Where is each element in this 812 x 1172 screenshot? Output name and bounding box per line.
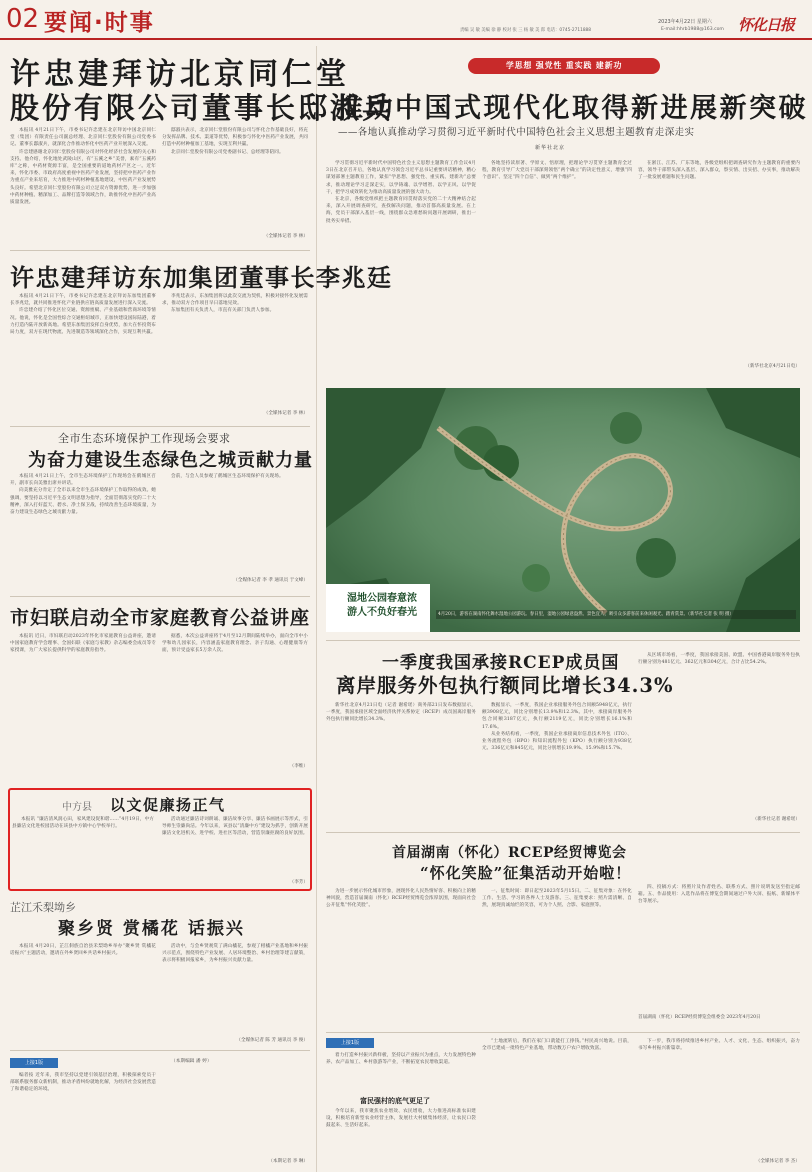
article-a5-col2: 活动通过廉洁诗词朗诵、廉洁故事分享、廉洁书画展示等形式，引导师生崇廉尚洁。今年以来，该县以“清廉中方”建设为抓手，创新开展廉洁文化进机关、进学校、进社区等活动，营造崇廉拒腐的良好氛围。 bbox=[162, 817, 308, 837]
main-col1: 学习贯彻习近平新时代中国特色社会主义思想主题教育工作会议4月3日在北京召开后，各地认真学习领会习近平总书记重要讲话精神，精心谋划部署主题教育工作，紧扣“学思想、强党性、重实践、建新功”总要求，推动理论学习走深走实，以学铸魂、以学增智、以学正风、以学促干，把学习成效转化为推动高质量发展的强大动力。 在北京，各级党组织把主题教育同贯彻落实党的二十大精神结合起来，深入开展调查研究，查找解决问题，推动首都高质量发展。在上海，党员干部深入基层一线，围绕群众急难愁盼问题开展调研，推出一批务实举措。 bbox=[326, 161, 476, 224]
main-signature: （新华社北京4月21日电） bbox=[745, 364, 800, 369]
bottom-col2: “土地流转后，我们在家门口就能打工挣钱。”村民高兴地说。目前，全市已建成一批特色产业基地，带动数万户农户增收致富。 bbox=[482, 1039, 632, 1052]
article-a5-col1: 本报讯 “廉洁清风润心田，家风建设促和谐……”4月19日，中方县廉洁文化进校园活动在该县中方镇中心学校举行。 bbox=[12, 817, 154, 830]
kicker-a6: 芷江禾梨坳乡 bbox=[10, 901, 76, 914]
article-a7-col2: （本期编辑 潘 婷） bbox=[171, 1059, 212, 1064]
main-col3: 在浙江、江苏、广东等地，各级党组织把调查研究作为主题教育的重要内容，领导干部带头深入基层、深入群众，察实情、出实招、办实事，推动解决了一批发展难题和民生问题。 bbox=[638, 161, 800, 181]
masthead bbox=[0, 0, 812, 40]
main-col2: 各地坚持读原著、学原文、悟原理，把理论学习贯穿主题教育全过程，教育引导广大党员干部深刻领悟“两个确立”的决定性意义，增强“四个意识”、坚定“四个自信”、做到“两个维护”。 bbox=[482, 161, 632, 181]
headline-a5: 以文促廉扬正气 bbox=[110, 796, 226, 814]
a7-signature: （本期记者 李 琳） bbox=[268, 1159, 308, 1164]
article-a6-col1: 本报讯 4月20日，芷江侗族自治县禾梨坳乡举办“聚乡贤 赏橘花 话振兴”主题活动，邀请在外乡贤回乡共话乡村振兴。 bbox=[10, 944, 156, 957]
bottom-signature: （全媒体记者 李 杰） bbox=[755, 1159, 800, 1164]
rcep-col3: 从区域市场看，一季度，我国承接美国、欧盟、中国香港离岸服务外包执行额分别为481亿元、362亿元和304亿元，合计占比54.2%。 bbox=[638, 653, 800, 666]
expo-col2: 一、征集时间：即日起至2023年5月15日。二、征集对象：在怀化工作、生活、学习的各界人士及游客。三、征集要求：照片需清晰、自然，展现真诚灿烂的笑容，可为个人照、合影、家庭照等。 bbox=[482, 889, 632, 909]
main-subheadline: ——各地认真推动学习贯彻习近平新时代中国特色社会主义思想主题教育走深走实 bbox=[338, 127, 695, 138]
a6-signature: （全媒体记者 陈 芳 通讯员 李 俊） bbox=[236, 1038, 308, 1043]
bottom-subheading: 富民强村的底气更足了 bbox=[360, 1097, 430, 1105]
a3-signature: （全媒体记者 李 孝 通讯员 于文峰） bbox=[233, 578, 308, 583]
main-headline: 推动中国式现代化取得新进展新突破 bbox=[336, 93, 808, 124]
article-a4-col1: 本报讯 近日，市妇联启动2023年怀化市家庭教育公益讲座，邀请中国家庭教育学会理事、全国妇联《家庭与家教》杂志编委会成员等专家授课，为广大家长提供科学的家庭教育指导。 bbox=[10, 634, 156, 654]
article-a7-col1: 编者按 近年来，我市坚持以党建引领基层治理，积极探索党员干部联系服务群众新机制，推动矛盾纠纷就地化解，为经济社会发展营造了和谐稳定的环境。 bbox=[10, 1073, 156, 1093]
bottom-col1b: 今年以来，我市聚焦农业增效、农民增收，大力推进高标准农田建设，积极培育新型农业经营主体，发展壮大村级集体经济，让农民口袋鼓起来、生活好起来。 bbox=[326, 1109, 476, 1129]
a5-signature: （李芳） bbox=[289, 880, 308, 885]
kicker-a5: 中方县 bbox=[62, 802, 92, 813]
bottom-col1: 着力打造乡村振兴新样板，坚持以产业振兴为重点，大力发展特色种养、农产品加工、乡村旅游等产业，不断拓宽农民增收渠道。 bbox=[326, 1053, 476, 1066]
headline-a4: 市妇联启动全市家庭教育公益讲座 bbox=[10, 607, 311, 629]
wetland-photo[interactable] bbox=[326, 388, 800, 632]
headline-a1-line2: 股份有限公司董事长邸淑兵 bbox=[10, 91, 395, 125]
rcep-col2: 数据显示，一季度，我国企业承接服务外包合同额5948亿元，执行额3908亿元，同比分别增长13.9%和12.3%。其中，承接离岸服务外包合同额3187亿元，执行额2119亿元，同比分别增长16.1%和17.6%。 从业务结构看，一季度，我国企业承接离岸信息技术外包（ITO）、业务流程外包（BPO）和知识流程外包（KPO）执行额分别为938亿元、336亿元和845亿元，同比分别增长19.9%、15.9%和15.7%。 bbox=[482, 703, 632, 752]
expo-headline-line1: 首届湖南（怀化）RCEP经贸博览会 bbox=[392, 845, 627, 861]
headline-a6: 聚乡贤 赏橘花 话振兴 bbox=[58, 919, 245, 939]
photo-title: 湿地公园春意浓 游人不负好春光 bbox=[347, 593, 417, 618]
article-a3-col2: 会前，与会人员参观了鹤城区生态环境保护有关现场。 bbox=[171, 474, 284, 479]
a1-signature: （全媒体记者 李 林） bbox=[263, 234, 308, 239]
photo-caption: 4月20日，游客在湖南怀化舞水湿地公园游玩。春日里，湿地公园绿意盎然、景色宜人，吸引众多游客前来休闲观光、踏青赏景。（新华社记者 张 明 摄） bbox=[436, 610, 796, 619]
a4-signature: （李维） bbox=[289, 764, 308, 769]
expo-col1: 为进一步展示怀化城市形象，展现怀化人民热情好客、积极向上的精神风貌，营造首届湖南（怀化）RCEP经贸博览会浓厚氛围，现面向社会公开征集“怀化笑脸”。 bbox=[326, 889, 476, 909]
continued-tag-left: 上接1版 bbox=[10, 1058, 58, 1068]
paper-logo: 怀化日报 bbox=[738, 16, 795, 34]
bottom-col3: 下一步，我市将持续推进乡村产业、人才、文化、生态、组织振兴，奋力书写乡村振兴新篇章。 bbox=[638, 1039, 800, 1052]
page-number: 02 bbox=[6, 4, 40, 34]
highlighted-article-box[interactable] bbox=[8, 788, 312, 891]
article-a2-col2: 李兆廷表示，东加集团将以此次交流为契机，积极对接怀化发展需求，推动双方合作项目早日落地见效。 东加集团有关负责人，市直有关部门负责人参加。 bbox=[162, 294, 308, 314]
a2-signature: （全媒体记者 李 林） bbox=[263, 411, 308, 416]
article-a1-col1: 本报讯 4月21日下午，市委书记许忠建在北京拜访中国北京同仁堂（集团）有限责任公司副总经理、北京同仁堂股份有限公司党委书记、董事长邸淑兵，就深化合作推动怀化中医药产业开展深入交流。 许忠建感谢北京同仁堂股份有限公司对怀化经济社会发展的关心和支持。他介绍，怀化地处武陵山区，有“五溪之乡”美誉，素有“五溪药库”之称，中药材资源丰富，是全国重要的道地药材产区之一。近年来，怀化市委、市政府高度重视中医药产业发展，坚持把中医药产业作为重点产业来培育，大力推进中药材种植基地建设，中医药产业发展势头良好。希望北京同仁堂股份有限公司立足双方资源优势，进一步加强中药材种植、精深加工、品牌打造等领域合作，助推怀化中医药产业高质量发展。 bbox=[10, 128, 156, 206]
rcep-col1: 新华社北京4月21日电（记者 谢希瑶）商务部21日发布数据显示，一季度，我国承接区域全面经济伙伴关系协定（RCEP）成员国离岸服务外包执行额同比增长34.3%。 bbox=[326, 703, 476, 723]
expo-signature: 首届湖南（怀化）RCEP经贸博览会组委会 2023年4月20日 bbox=[638, 1015, 761, 1020]
article-a3-col1: 本报讯 4月21日上午，全市生态环境保护工作现场会在鹤城区召开，副市长向美雅出席并讲话。 向美雅充分肯定了全市以来全市生态环境保护工作取得的成效。她强调，要坚持以习近平生态文明思想为指导，全面贯彻落实党的二十大精神，深入打好蓝天、碧水、净土保卫战，持续改善生态环境质量，为奋力建设生态绿色之城贡献力量。 bbox=[10, 474, 156, 516]
main-byline: 新华社北京 bbox=[535, 145, 566, 151]
headline-a1-line1: 许忠建拜访北京同仁堂 bbox=[10, 57, 350, 92]
expo-col3: 四、投稿方式：将照片及作者姓名、联系方式、照片说明发送至指定邮箱。五、作品使用：入选作品将在博览会期间通过户外大屏、报纸、新媒体平台等展示。 bbox=[638, 885, 800, 905]
kicker-a3: 全市生态环境保护工作现场会要求 bbox=[58, 432, 231, 445]
article-a1-col2: 邸淑兵表示，北京同仁堂股份有限公司与怀化合作基础良好，将充分发挥品牌、技术、渠道等优势，积极参与怀化中医药产业发展，共同打造中药材种植加工基地，实现互利共赢。 北京同仁堂股份有限公司党委副书记、总经理等陪同。 bbox=[162, 128, 308, 155]
email-line: E-mail:hhrb1988@163.com bbox=[661, 27, 724, 32]
rcep-headline-line1: 一季度我国承接RCEP成员国 bbox=[382, 653, 620, 673]
headline-a2: 许忠建拜访东加集团董事长李兆廷 bbox=[10, 264, 393, 292]
rcep-signature: （新华社记者 谢希瑶） bbox=[752, 817, 800, 822]
theme-banner: 学思想 强党性 重实践 建新功 bbox=[468, 58, 660, 74]
expo-headline-line2: “怀化笑脸”征集活动开始啦！ bbox=[420, 864, 632, 882]
continued-tag-right: 上接1版 bbox=[326, 1038, 374, 1048]
rcep-headline-line2: 离岸服务外包执行额同比增长34.3% bbox=[336, 674, 674, 697]
section-title: 要闻·时事 bbox=[44, 10, 155, 36]
headline-a3: 为奋力建设生态绿色之城贡献力量 bbox=[28, 450, 313, 471]
editor-line: 责编 吴 敏 美编 徐 静 校对 张 三 杨 敏 美 郎 电话：0745-2711888 bbox=[460, 28, 592, 33]
article-a2-col1: 本报讯 4月21日下午，市委书记许忠建在北京拜访东加集团董事长李兆廷，就共同推进怀化产业链供应链高质量发展进行深入交流。 许忠建介绍了怀化区位交通、资源禀赋、产业基础和营商环境等情况。他说，怀化是全国性综合交通枢纽城市，正加快建设国际陆港，着力打造内陆开放新高地。希望东加集团发挥自身优势，加大在怀投资布局力度，双方在现代物流、先进制造等领域深化合作，实现互利共赢。 bbox=[10, 294, 156, 336]
article-a6-col2: 活动中，与会乡贤观赏了满山橘花，参观了柑橘产业基地和乡村振兴示范点，围绕特色产业发展、人居环境整治、乡村治理等建言献策，表示将积极回报家乡，为乡村振兴贡献力量。 bbox=[162, 944, 308, 964]
date-line: 2023年4月22日 星期六 bbox=[658, 19, 712, 25]
article-a4-col2: 据悉，本次公益讲座将于4月至12月期间陆续举办，面向全市中小学和幼儿园家长，内容涵盖家庭教育理念、亲子沟通、心理健康等方面，预计受益家长5万余人次。 bbox=[162, 634, 308, 654]
